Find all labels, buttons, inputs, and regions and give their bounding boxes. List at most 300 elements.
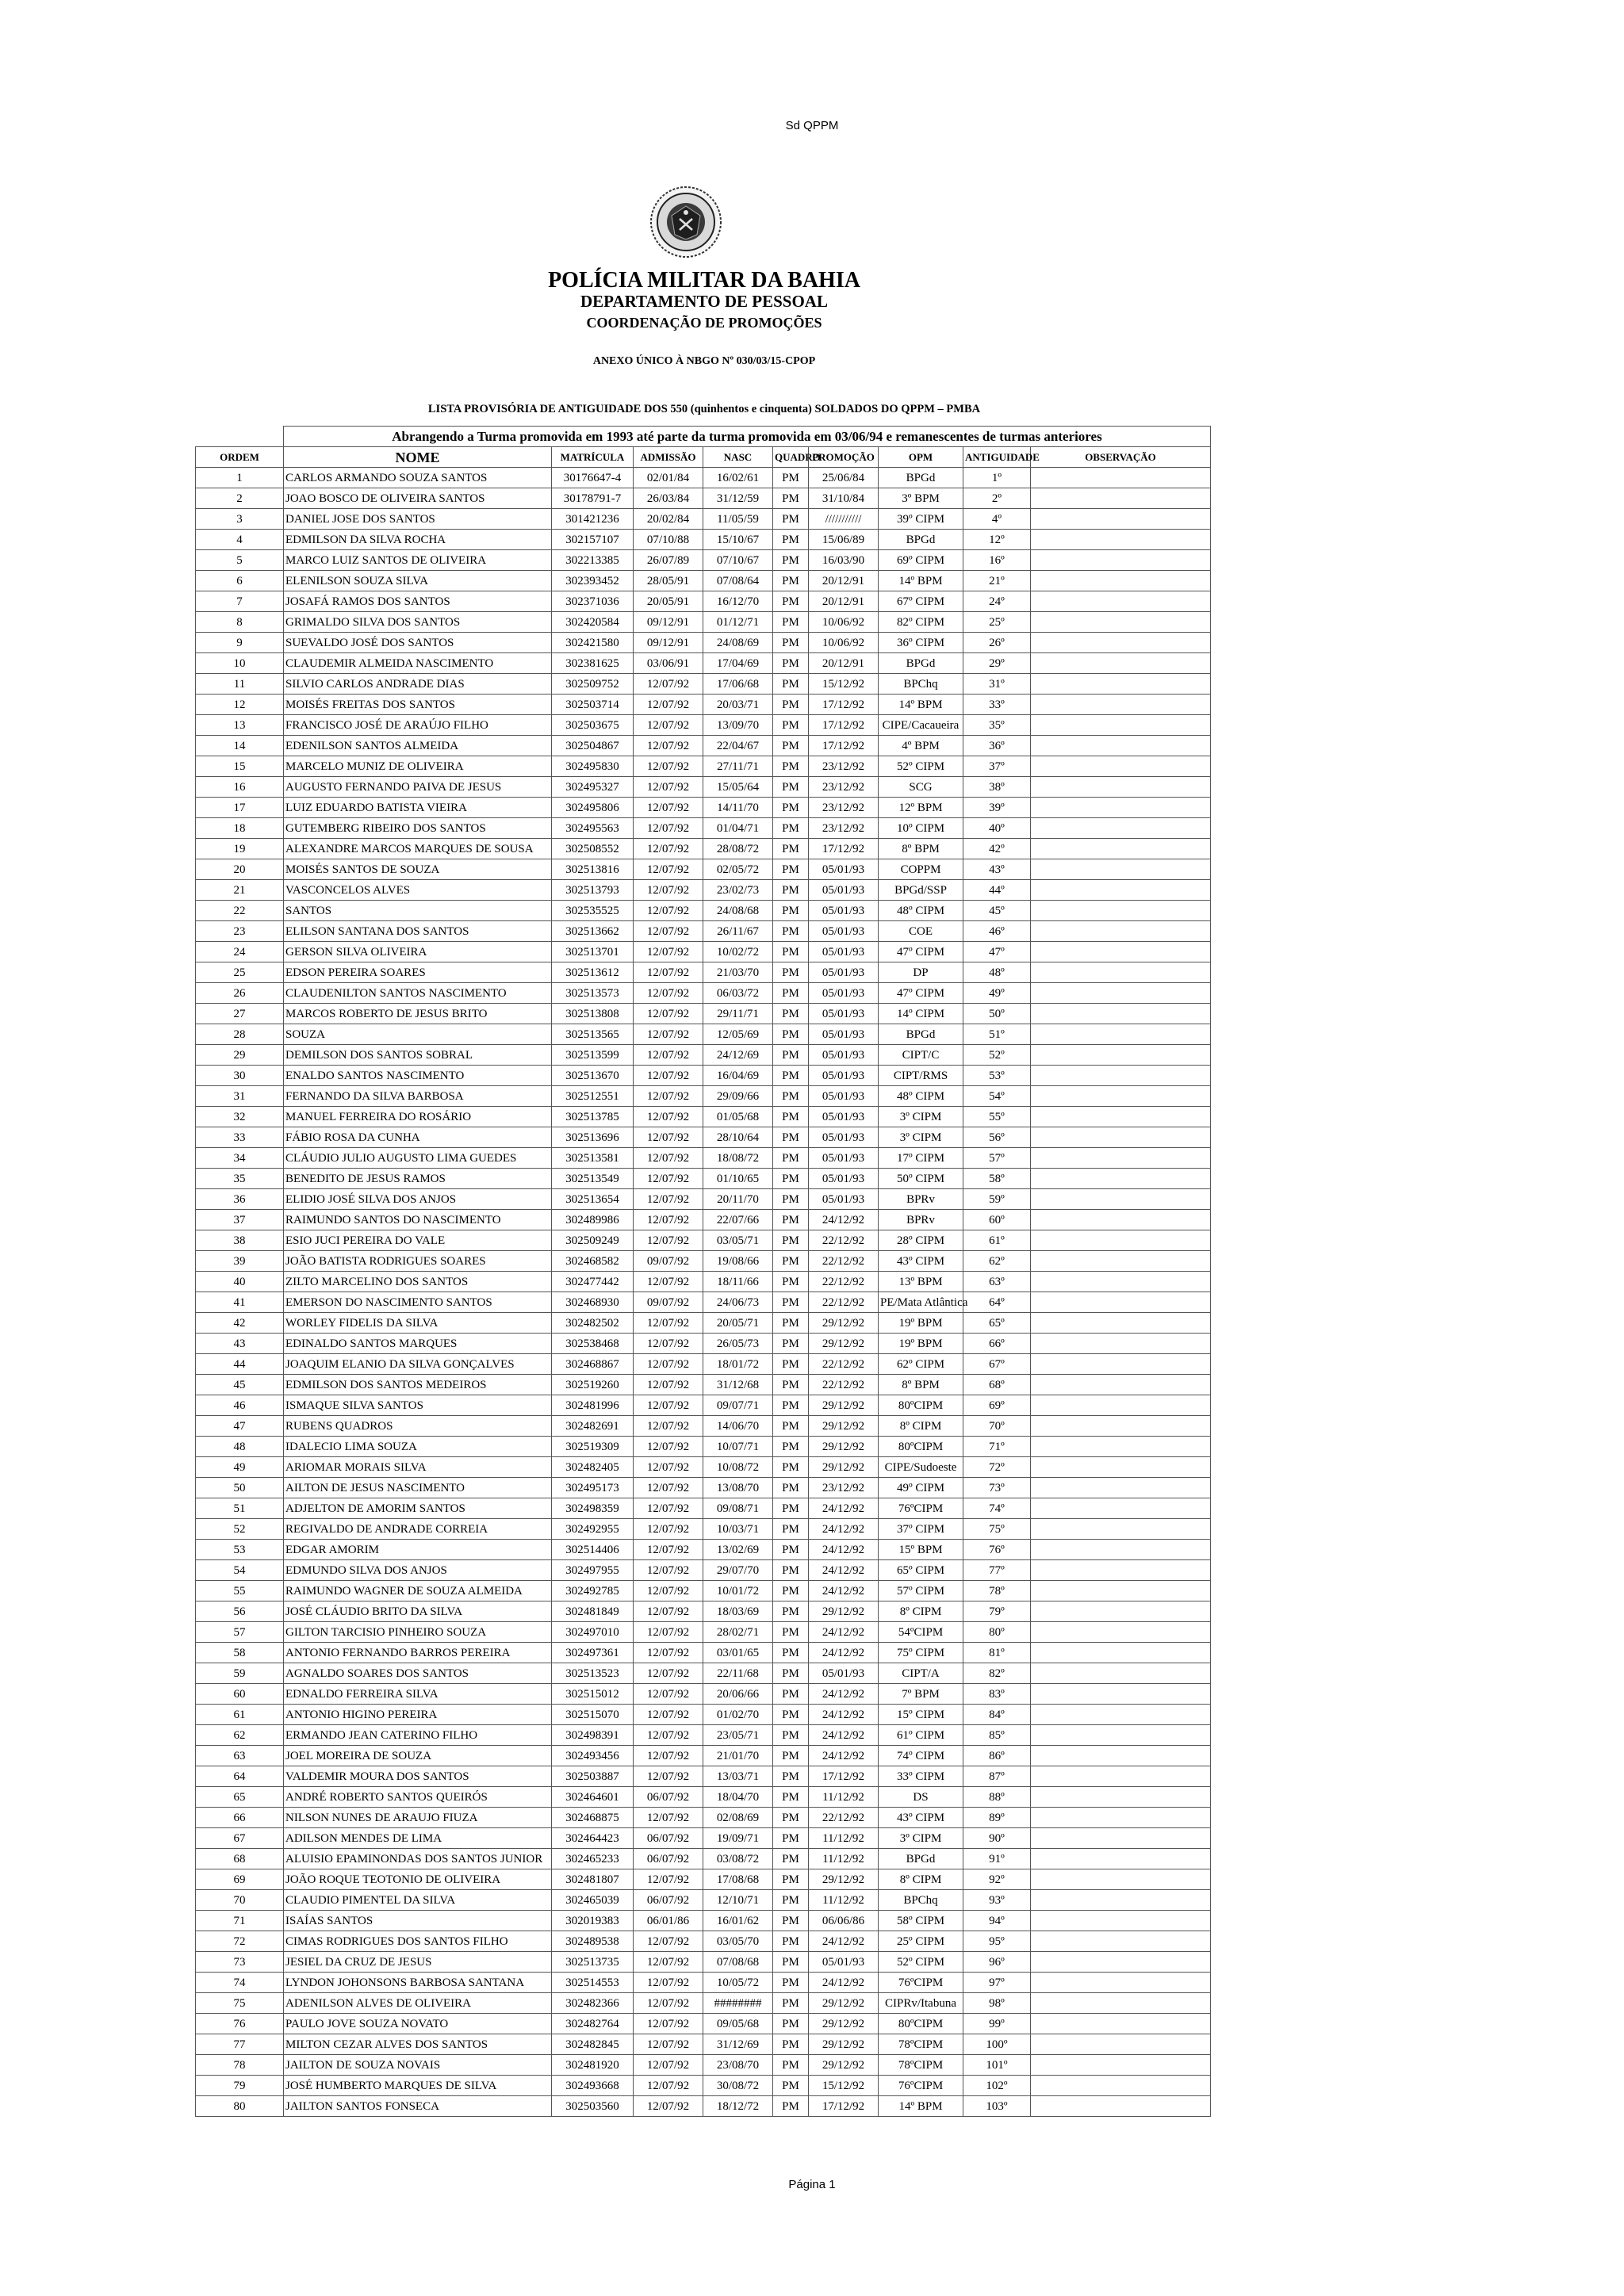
cell-antiguidade: 69º: [963, 1395, 1031, 1416]
table-row: [196, 612, 1211, 633]
cell-nasc: 07/08/68: [703, 1952, 773, 1973]
cell-nome: IDALECIO LIMA SOUZA: [284, 1437, 552, 1457]
cell-observacao: [1031, 1931, 1211, 1952]
cell-admissao: 12/07/92: [634, 1004, 703, 1024]
cell-ordem: 61: [196, 1705, 284, 1725]
list-title: LISTA PROVISÓRIA DE ANTIGUIDADE DOS 550 (quinhentos e cinquenta) SOLDADOS DO QPPM – PMBA: [427, 403, 981, 415]
cell-quadro: PM: [773, 1066, 809, 1086]
table-row: [196, 1725, 1211, 1746]
cell-promocao: 22/12/92: [809, 1375, 879, 1395]
cell-matricula: 302503560: [552, 2096, 634, 2117]
cell-admissao: 26/07/89: [634, 550, 703, 571]
cell-opm: BPRv: [879, 1210, 963, 1230]
cell-antiguidade: 43º: [963, 859, 1031, 880]
cell-admissao: 12/07/92: [634, 777, 703, 798]
table-row: [196, 591, 1211, 612]
cell-quadro: PM: [773, 591, 809, 612]
cell-observacao: [1031, 1540, 1211, 1560]
cell-ordem: 66: [196, 1808, 284, 1828]
cell-nasc: 19/08/66: [703, 1251, 773, 1272]
cell-admissao: 12/07/92: [634, 1684, 703, 1705]
cell-ordem: 35: [196, 1169, 284, 1189]
cell-quadro: PM: [773, 1766, 809, 1787]
cell-opm: 39º CIPM: [879, 509, 963, 530]
table-row: [196, 1849, 1211, 1869]
cell-nome: ADILSON MENDES DE LIMA: [284, 1828, 552, 1849]
cell-nasc: 09/08/71: [703, 1498, 773, 1519]
cell-promocao: 05/01/93: [809, 859, 879, 880]
cell-nome: NILSON NUNES DE ARAUJO FIUZA: [284, 1808, 552, 1828]
cell-quadro: PM: [773, 756, 809, 777]
cell-quadro: PM: [773, 901, 809, 921]
cell-ordem: 55: [196, 1581, 284, 1601]
cell-observacao: [1031, 1581, 1211, 1601]
cell-nome: JOSÉ HUMBERTO MARQUES DE SILVA: [284, 2076, 552, 2096]
cell-promocao: 15/12/92: [809, 674, 879, 695]
cell-observacao: [1031, 1004, 1211, 1024]
col-antiguidade: ANTIGUIDADE: [963, 447, 1031, 468]
cell-matricula: 302513808: [552, 1004, 634, 1024]
cell-admissao: 12/07/92: [634, 1622, 703, 1643]
cell-ordem: 54: [196, 1560, 284, 1581]
cell-admissao: 12/07/92: [634, 798, 703, 818]
cell-nasc: 26/11/67: [703, 921, 773, 942]
cell-admissao: 09/07/92: [634, 1292, 703, 1313]
cell-nome: MILTON CEZAR ALVES DOS SANTOS: [284, 2034, 552, 2055]
cell-nome: RUBENS QUADROS: [284, 1416, 552, 1437]
cell-matricula: 302497010: [552, 1622, 634, 1643]
cell-opm: 58º CIPM: [879, 1911, 963, 1931]
cell-nome: JAILTON DE SOUZA NOVAIS: [284, 2055, 552, 2076]
cell-observacao: [1031, 1705, 1211, 1725]
cell-opm: BPChq: [879, 674, 963, 695]
cell-quadro: PM: [773, 1931, 809, 1952]
cell-quadro: PM: [773, 488, 809, 509]
cell-matricula: 302420584: [552, 612, 634, 633]
cell-opm: 4º BPM: [879, 736, 963, 756]
cell-nasc: 18/04/70: [703, 1787, 773, 1808]
cell-nasc: 14/11/70: [703, 798, 773, 818]
cell-nasc: 20/06/66: [703, 1684, 773, 1705]
cell-matricula: 302495327: [552, 777, 634, 798]
cell-admissao: 12/07/92: [634, 756, 703, 777]
cell-matricula: 302519309: [552, 1437, 634, 1457]
cell-antiguidade: 86º: [963, 1746, 1031, 1766]
cell-matricula: 302515070: [552, 1705, 634, 1725]
table-row: [196, 715, 1211, 736]
cell-nasc: 10/02/72: [703, 942, 773, 962]
cell-admissao: 06/07/92: [634, 1849, 703, 1869]
table-row: [196, 1169, 1211, 1189]
table-row: [196, 1931, 1211, 1952]
cell-quadro: PM: [773, 633, 809, 653]
table-row: [196, 550, 1211, 571]
cell-nasc: 03/01/65: [703, 1643, 773, 1663]
cell-nasc: 12/05/69: [703, 1024, 773, 1045]
cell-observacao: [1031, 1107, 1211, 1127]
cell-nasc: 16/01/62: [703, 1911, 773, 1931]
cell-antiguidade: 96º: [963, 1952, 1031, 1973]
cell-promocao: 17/12/92: [809, 839, 879, 859]
cell-promocao: 05/01/93: [809, 1107, 879, 1127]
cell-admissao: 06/07/92: [634, 1787, 703, 1808]
cell-observacao: [1031, 674, 1211, 695]
cell-antiguidade: 99º: [963, 2014, 1031, 2034]
cell-nasc: 03/08/72: [703, 1849, 773, 1869]
table-row: [196, 1024, 1211, 1045]
cell-quadro: PM: [773, 1540, 809, 1560]
cell-ordem: 7: [196, 591, 284, 612]
cell-ordem: 71: [196, 1911, 284, 1931]
cell-ordem: 31: [196, 1086, 284, 1107]
cell-opm: 15º CIPM: [879, 1705, 963, 1725]
cell-promocao: 23/12/92: [809, 777, 879, 798]
cell-antiguidade: 55º: [963, 1107, 1031, 1127]
cell-quadro: PM: [773, 1045, 809, 1066]
cell-admissao: 12/07/92: [634, 1498, 703, 1519]
cell-ordem: 15: [196, 756, 284, 777]
cell-ordem: 14: [196, 736, 284, 756]
cell-quadro: PM: [773, 612, 809, 633]
table-row: [196, 818, 1211, 839]
cell-nasc: 24/12/69: [703, 1045, 773, 1066]
cell-antiguidade: 26º: [963, 633, 1031, 653]
cell-nome: ENALDO SANTOS NASCIMENTO: [284, 1066, 552, 1086]
cell-promocao: 05/01/93: [809, 1024, 879, 1045]
cell-promocao: 11/12/92: [809, 1828, 879, 1849]
cell-ordem: 76: [196, 2014, 284, 2034]
cell-nome: ALUISIO EPAMINONDAS DOS SANTOS JUNIOR: [284, 1849, 552, 1869]
cell-ordem: 21: [196, 880, 284, 901]
cell-nasc: ########: [703, 1993, 773, 2014]
cell-observacao: [1031, 1375, 1211, 1395]
cell-admissao: 12/07/92: [634, 1993, 703, 2014]
cell-quadro: PM: [773, 1643, 809, 1663]
cell-matricula: 302513523: [552, 1663, 634, 1684]
cell-ordem: 6: [196, 571, 284, 591]
cell-antiguidade: 46º: [963, 921, 1031, 942]
cell-observacao: [1031, 530, 1211, 550]
cell-opm: 78ºCIPM: [879, 2055, 963, 2076]
cell-nasc: 19/09/71: [703, 1828, 773, 1849]
cell-nasc: 10/07/71: [703, 1437, 773, 1457]
cell-opm: BPGd: [879, 653, 963, 674]
cell-observacao: [1031, 921, 1211, 942]
cell-ordem: 38: [196, 1230, 284, 1251]
cell-quadro: PM: [773, 1787, 809, 1808]
cell-ordem: 62: [196, 1725, 284, 1746]
cell-matricula: 302513816: [552, 859, 634, 880]
cell-matricula: 302535525: [552, 901, 634, 921]
cell-antiguidade: 50º: [963, 1004, 1031, 1024]
cell-opm: 52º CIPM: [879, 1952, 963, 1973]
cell-nome: JOAQUIM ELANIO DA SILVA GONÇALVES: [284, 1354, 552, 1375]
cell-antiguidade: 51º: [963, 1024, 1031, 1045]
cell-matricula: 302489538: [552, 1931, 634, 1952]
cell-antiguidade: 92º: [963, 1869, 1031, 1890]
cell-antiguidade: 56º: [963, 1127, 1031, 1148]
cell-ordem: 2: [196, 488, 284, 509]
cell-quadro: PM: [773, 1004, 809, 1024]
cell-admissao: 12/07/92: [634, 1643, 703, 1663]
cell-matricula: 302482764: [552, 2014, 634, 2034]
cell-matricula: 302513701: [552, 942, 634, 962]
table-row: [196, 468, 1211, 488]
cell-nasc: 22/07/66: [703, 1210, 773, 1230]
cell-quadro: PM: [773, 880, 809, 901]
cell-quadro: PM: [773, 571, 809, 591]
cell-matricula: 302512551: [552, 1086, 634, 1107]
cell-matricula: 302513735: [552, 1952, 634, 1973]
cell-admissao: 12/07/92: [634, 880, 703, 901]
cell-nome: SILVIO CARLOS ANDRADE DIAS: [284, 674, 552, 695]
cell-quadro: PM: [773, 859, 809, 880]
cell-opm: 69º CIPM: [879, 550, 963, 571]
cell-admissao: 12/07/92: [634, 1766, 703, 1787]
table-row: [196, 1478, 1211, 1498]
cell-quadro: PM: [773, 839, 809, 859]
cell-opm: 12º BPM: [879, 798, 963, 818]
cell-matricula: 302481996: [552, 1395, 634, 1416]
cell-matricula: 302513696: [552, 1127, 634, 1148]
cell-opm: CIPT/RMS: [879, 1066, 963, 1086]
cell-matricula: 302514553: [552, 1973, 634, 1993]
cell-promocao: 23/12/92: [809, 798, 879, 818]
cell-quadro: PM: [773, 1024, 809, 1045]
cell-ordem: 41: [196, 1292, 284, 1313]
cell-nasc: 22/04/67: [703, 736, 773, 756]
cell-nasc: 16/02/61: [703, 468, 773, 488]
cell-antiguidade: 45º: [963, 901, 1031, 921]
cell-matricula: 302513612: [552, 962, 634, 983]
cell-nome: EDMILSON DOS SANTOS MEDEIROS: [284, 1375, 552, 1395]
cell-admissao: 12/07/92: [634, 2076, 703, 2096]
cell-observacao: [1031, 1457, 1211, 1478]
cell-admissao: 12/07/92: [634, 1973, 703, 1993]
cell-nome: JOSÉ CLÁUDIO BRITO DA SILVA: [284, 1601, 552, 1622]
cell-opm: BPRv: [879, 1189, 963, 1210]
cell-ordem: 45: [196, 1375, 284, 1395]
cell-quadro: PM: [773, 1684, 809, 1705]
cell-opm: 82º CIPM: [879, 612, 963, 633]
table-row: [196, 571, 1211, 591]
cell-observacao: [1031, 1725, 1211, 1746]
cell-ordem: 22: [196, 901, 284, 921]
cell-promocao: 10/06/92: [809, 633, 879, 653]
cell-matricula: 302493668: [552, 2076, 634, 2096]
cell-antiguidade: 90º: [963, 1828, 1031, 1849]
cell-admissao: 12/07/92: [634, 1210, 703, 1230]
cell-observacao: [1031, 818, 1211, 839]
cell-ordem: 25: [196, 962, 284, 983]
table-row: [196, 633, 1211, 653]
cell-antiguidade: 24º: [963, 591, 1031, 612]
table-row: [196, 530, 1211, 550]
cell-admissao: 12/07/92: [634, 1931, 703, 1952]
cell-admissao: 12/07/92: [634, 1952, 703, 1973]
cell-observacao: [1031, 2076, 1211, 2096]
table-row: [196, 798, 1211, 818]
cell-opm: 50º CIPM: [879, 1169, 963, 1189]
cell-admissao: 12/07/92: [634, 1519, 703, 1540]
cell-matricula: 302393452: [552, 571, 634, 591]
cell-promocao: 29/12/92: [809, 2055, 879, 2076]
cell-nome: BENEDITO DE JESUS RAMOS: [284, 1169, 552, 1189]
cell-promocao: 17/12/92: [809, 715, 879, 736]
cell-ordem: 3: [196, 509, 284, 530]
cell-nome: DANIEL JOSE DOS SANTOS: [284, 509, 552, 530]
cell-quadro: PM: [773, 1993, 809, 2014]
cell-antiguidade: 54º: [963, 1086, 1031, 1107]
cell-observacao: [1031, 2034, 1211, 2055]
cell-quadro: PM: [773, 962, 809, 983]
cell-quadro: PM: [773, 1437, 809, 1457]
cell-admissao: 12/07/92: [634, 1189, 703, 1210]
cell-quadro: PM: [773, 818, 809, 839]
cell-matricula: 302503887: [552, 1766, 634, 1787]
table-row: [196, 1045, 1211, 1066]
cell-ordem: 26: [196, 983, 284, 1004]
table-row: [196, 1581, 1211, 1601]
cell-observacao: [1031, 1292, 1211, 1313]
cell-opm: 25º CIPM: [879, 1931, 963, 1952]
cell-promocao: 22/12/92: [809, 1354, 879, 1375]
cell-matricula: 302513662: [552, 921, 634, 942]
cell-antiguidade: 29º: [963, 653, 1031, 674]
cell-observacao: [1031, 1478, 1211, 1498]
cell-observacao: [1031, 736, 1211, 756]
cell-nome: WORLEY FIDELIS DA SILVA: [284, 1313, 552, 1334]
cell-opm: BPGd: [879, 468, 963, 488]
cell-nome: CLAUDENILTON SANTOS NASCIMENTO: [284, 983, 552, 1004]
cell-ordem: 8: [196, 612, 284, 633]
cell-nasc: 15/05/64: [703, 777, 773, 798]
cell-nasc: 23/08/70: [703, 2055, 773, 2076]
cell-promocao: 05/01/93: [809, 1189, 879, 1210]
cell-nome: EDGAR AMORIM: [284, 1540, 552, 1560]
cell-nasc: 10/08/72: [703, 1457, 773, 1478]
cell-nome: FÁBIO ROSA DA CUNHA: [284, 1127, 552, 1148]
cell-opm: 15º BPM: [879, 1540, 963, 1560]
cell-nasc: 15/10/67: [703, 530, 773, 550]
cell-observacao: [1031, 1869, 1211, 1890]
table-row: [196, 1107, 1211, 1127]
cell-quadro: PM: [773, 1478, 809, 1498]
cell-quadro: PM: [773, 1334, 809, 1354]
cell-observacao: [1031, 777, 1211, 798]
cell-opm: BPGd/SSP: [879, 880, 963, 901]
table-row: [196, 674, 1211, 695]
cell-admissao: 12/07/92: [634, 1601, 703, 1622]
cell-quadro: PM: [773, 1911, 809, 1931]
covering-note: Abrangendo a Turma promovida em 1993 até parte da turma promovida em 03/06/94 e remanescentes de turmas anteriores: [284, 427, 1211, 447]
table-header: [196, 447, 1211, 468]
cell-opm: 47º CIPM: [879, 983, 963, 1004]
cell-ordem: 13: [196, 715, 284, 736]
cell-observacao: [1031, 1189, 1211, 1210]
cell-opm: 54ºCIPM: [879, 1622, 963, 1643]
cell-observacao: [1031, 942, 1211, 962]
cell-admissao: 09/07/92: [634, 1251, 703, 1272]
cell-matricula: 30176647-4: [552, 468, 634, 488]
cell-opm: BPGd: [879, 530, 963, 550]
cell-ordem: 27: [196, 1004, 284, 1024]
table-row: [196, 1416, 1211, 1437]
cell-nasc: 29/09/66: [703, 1086, 773, 1107]
cell-matricula: 302468875: [552, 1808, 634, 1828]
table-row: [196, 2014, 1211, 2034]
cell-nasc: 24/06/73: [703, 1292, 773, 1313]
cell-quadro: PM: [773, 715, 809, 736]
cell-antiguidade: 40º: [963, 818, 1031, 839]
cell-nome: SOUZA: [284, 1024, 552, 1045]
cell-quadro: PM: [773, 1808, 809, 1828]
cell-nasc: 31/12/59: [703, 488, 773, 509]
cell-antiguidade: 95º: [963, 1931, 1031, 1952]
cell-observacao: [1031, 612, 1211, 633]
cell-quadro: PM: [773, 777, 809, 798]
cell-opm: PE/Mata Atlântica: [879, 1292, 963, 1313]
cell-nome: ARIOMAR MORAIS SILVA: [284, 1457, 552, 1478]
table-row: [196, 1334, 1211, 1354]
cell-matricula: 302509249: [552, 1230, 634, 1251]
cell-matricula: 302371036: [552, 591, 634, 612]
cell-admissao: 12/07/92: [634, 2014, 703, 2034]
cell-admissao: 12/07/92: [634, 1560, 703, 1581]
cell-admissao: 06/07/92: [634, 1890, 703, 1911]
cell-nome: JOÃO BATISTA RODRIGUES SOARES: [284, 1251, 552, 1272]
cell-promocao: 23/12/92: [809, 756, 879, 777]
table-row: [196, 1272, 1211, 1292]
cell-nasc: 09/07/71: [703, 1395, 773, 1416]
cell-promocao: 05/01/93: [809, 901, 879, 921]
cell-quadro: PM: [773, 1746, 809, 1766]
cell-ordem: 40: [196, 1272, 284, 1292]
table-row: [196, 1230, 1211, 1251]
table-row: [196, 2076, 1211, 2096]
cell-admissao: 12/07/92: [634, 1540, 703, 1560]
cell-opm: 8º BPM: [879, 1375, 963, 1395]
cell-nasc: 28/10/64: [703, 1127, 773, 1148]
cell-opm: CIPT/A: [879, 1663, 963, 1684]
cell-opm: 61º CIPM: [879, 1725, 963, 1746]
cell-nome: CLAUDEMIR ALMEIDA NASCIMENTO: [284, 653, 552, 674]
table-row: [196, 1004, 1211, 1024]
cell-quadro: PM: [773, 468, 809, 488]
cell-quadro: PM: [773, 550, 809, 571]
cell-ordem: 75: [196, 1993, 284, 2014]
cell-opm: 57º CIPM: [879, 1581, 963, 1601]
table-row: [196, 1066, 1211, 1086]
cell-matricula: 302492955: [552, 1519, 634, 1540]
cell-nome: SANTOS: [284, 901, 552, 921]
table-row: [196, 1952, 1211, 1973]
cell-matricula: 302489986: [552, 1210, 634, 1230]
cell-antiguidade: 78º: [963, 1581, 1031, 1601]
cell-quadro: PM: [773, 509, 809, 530]
cell-admissao: 12/07/92: [634, 1581, 703, 1601]
cell-admissao: 20/02/84: [634, 509, 703, 530]
cell-observacao: [1031, 695, 1211, 715]
cell-nome: MOISÉS FREITAS DOS SANTOS: [284, 695, 552, 715]
cell-admissao: 26/03/84: [634, 488, 703, 509]
cell-matricula: 302498391: [552, 1725, 634, 1746]
cell-admissao: 12/07/92: [634, 942, 703, 962]
cell-promocao: 05/01/93: [809, 1952, 879, 1973]
cell-matricula: 302468930: [552, 1292, 634, 1313]
table-row: [196, 1622, 1211, 1643]
cell-promocao: 29/12/92: [809, 1395, 879, 1416]
